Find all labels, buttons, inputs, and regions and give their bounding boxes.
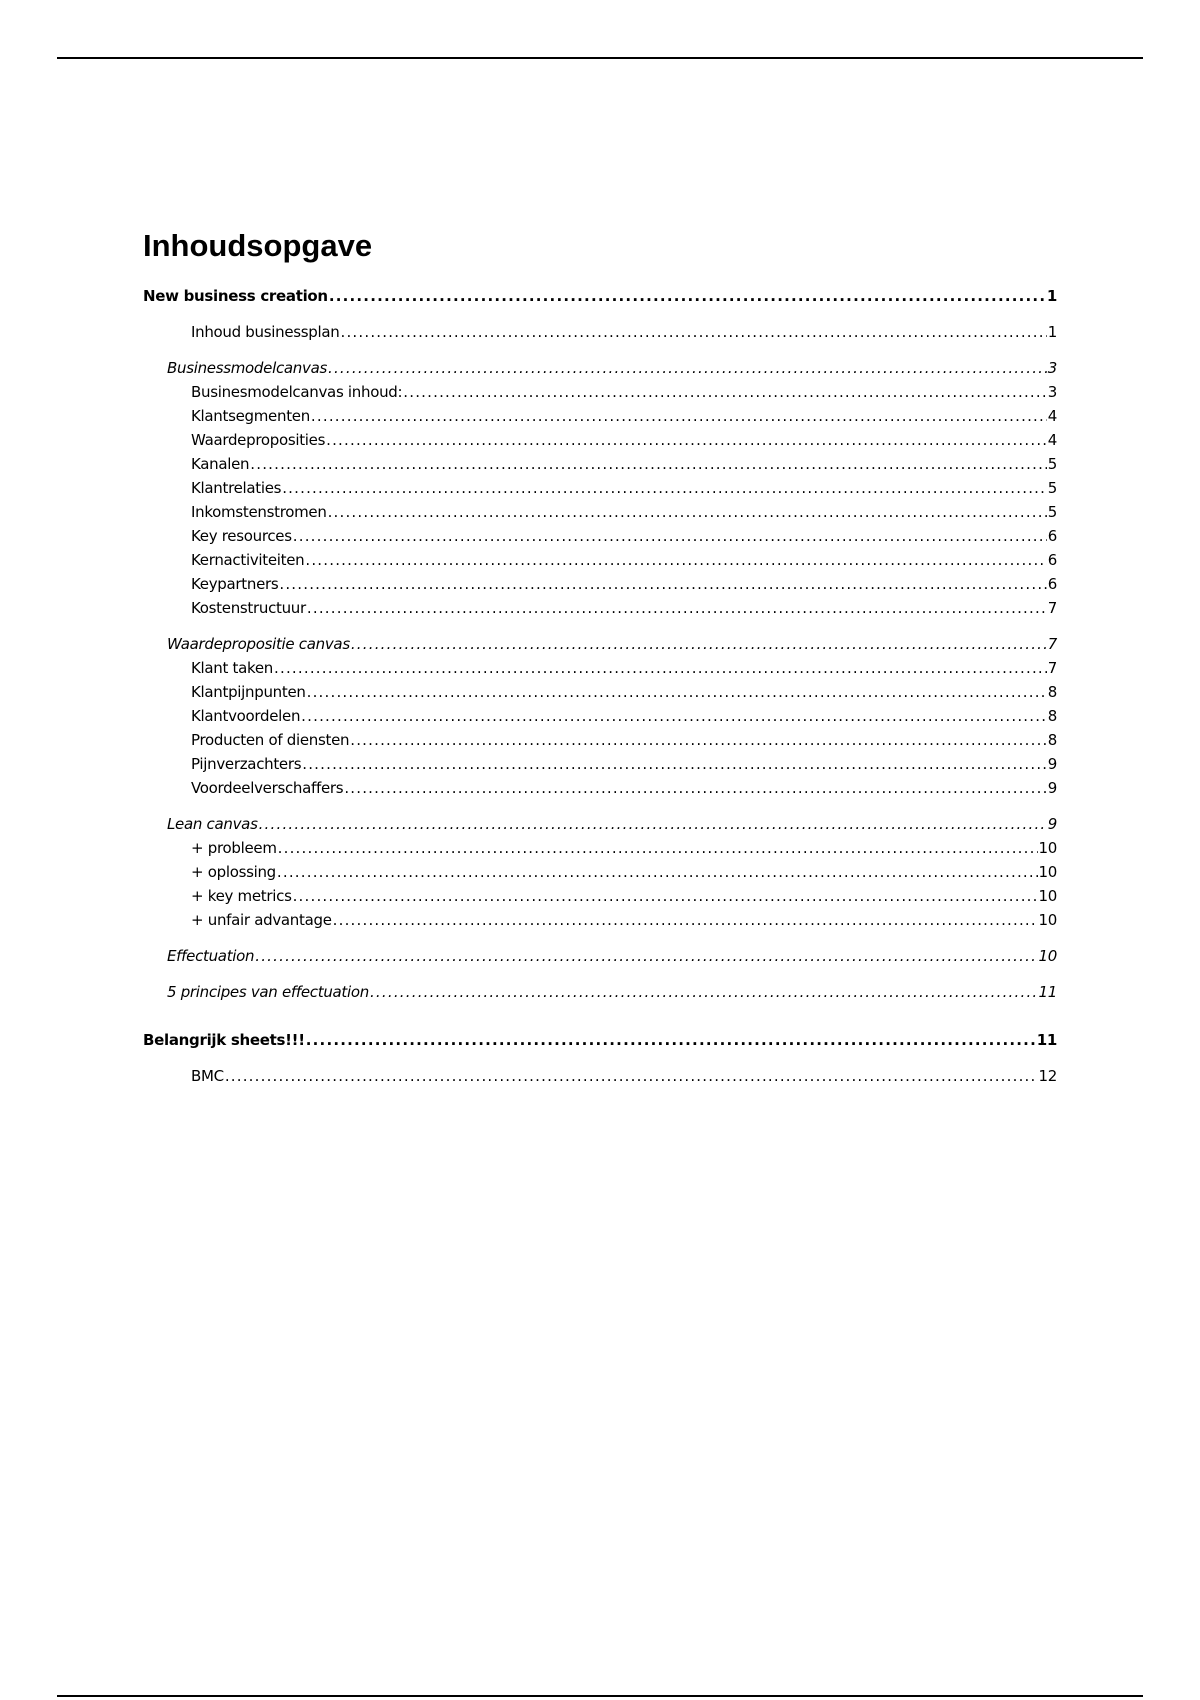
toc-entry-page: 6: [1047, 551, 1057, 569]
toc-leader-dots: [370, 980, 1038, 1004]
toc-entry-probleem[interactable]: [143, 836, 1057, 860]
toc-leader-dots: [274, 656, 1047, 680]
toc-entry-label: Kostenstructuur: [191, 599, 306, 617]
toc-entry-label: Kanalen: [191, 455, 250, 473]
toc-entry-page: 10: [1038, 911, 1057, 929]
toc-entry-label: Klant taken: [191, 659, 274, 677]
toc-leader-dots: [350, 728, 1047, 752]
toc-leader-dots: [250, 452, 1046, 476]
toc-entry-page: 5: [1047, 455, 1057, 473]
toc-entry-label: Key resources: [191, 527, 292, 545]
toc-entry-page: 8: [1047, 731, 1057, 749]
toc-leader-dots: [326, 428, 1047, 452]
toc-leader-dots: [278, 836, 1038, 860]
toc-entry-klantvoordelen[interactable]: [143, 704, 1057, 728]
toc-entry-5-principes-van-effectuation[interactable]: [143, 980, 1057, 1004]
toc-entry-label: + probleem: [191, 839, 277, 857]
toc-entry-page: 10: [1038, 863, 1057, 881]
toc-leader-dots: [282, 476, 1047, 500]
toc-entry-label: + key metrics: [191, 887, 292, 905]
toc-entry-label: Effectuation: [167, 947, 255, 965]
toc-entry-page: 9: [1047, 779, 1057, 797]
toc-entry-inhoud-businessplan[interactable]: [143, 320, 1057, 344]
toc-entry-key-resources[interactable]: [143, 524, 1057, 548]
toc-entry-label: Kernactiviteiten: [191, 551, 305, 569]
toc-entry-page: 1: [1047, 323, 1057, 341]
toc-leader-dots: [277, 860, 1038, 884]
toc-entry-page: 10: [1038, 947, 1057, 965]
toc-leader-dots: [255, 944, 1037, 968]
toc-entry-page: 4: [1047, 407, 1057, 425]
toc-leader-dots: [328, 500, 1047, 524]
toc-entry-label: Klantsegmenten: [191, 407, 310, 425]
toc-entry-new-business-creation[interactable]: [143, 284, 1057, 308]
toc-entry-label: BMC: [191, 1067, 224, 1085]
toc-leader-dots: [306, 1028, 1036, 1052]
toc-entry-page: 5: [1047, 479, 1057, 497]
toc-entry-waardeproposities[interactable]: [143, 428, 1057, 452]
toc-leader-dots: [301, 704, 1047, 728]
toc-leader-dots: [259, 812, 1047, 836]
toc-entry-klant-taken[interactable]: [143, 656, 1057, 680]
toc-leader-dots: [293, 524, 1047, 548]
toc-entry-label: Businesmodelcanvas inhoud:: [191, 383, 403, 401]
toc-entry-page: 4: [1047, 431, 1057, 449]
toc-entry-page: 10: [1038, 839, 1057, 857]
toc-entry-page: 11: [1036, 1031, 1057, 1049]
toc-entry-label: New business creation: [143, 287, 328, 305]
toc-entry-effectuation[interactable]: [143, 944, 1057, 968]
toc-leader-dots: [344, 776, 1046, 800]
toc-leader-dots: [329, 284, 1046, 308]
toc-entry-kernactiviteiten[interactable]: [143, 548, 1057, 572]
toc-entry-kanalen[interactable]: [143, 452, 1057, 476]
toc-entry-label: Lean canvas: [167, 815, 258, 833]
footer-rule: [57, 1695, 1143, 1697]
toc-leader-dots: [279, 572, 1046, 596]
toc-entry-label: Businessmodelcanvas: [167, 359, 327, 377]
toc-entry-label: Klantpijnpunten: [191, 683, 306, 701]
toc-entry-page: 7: [1047, 599, 1057, 617]
toc-entry-page: 8: [1047, 683, 1057, 701]
toc-entry-page: 5: [1047, 503, 1057, 521]
toc-entry-label: Producten of diensten: [191, 731, 350, 749]
toc-entry-businessmodelcanvas[interactable]: [143, 356, 1057, 380]
toc-entry-page: 3: [1047, 383, 1057, 401]
toc-entry-label: + oplossing: [191, 863, 276, 881]
toc-entry-label: 5 principes van effectuation: [167, 983, 369, 1001]
toc-entry-page: 9: [1047, 815, 1057, 833]
toc-entry-label: Waardeproposities: [191, 431, 326, 449]
toc-entry-page: 8: [1047, 707, 1057, 725]
toc-leader-dots: [293, 884, 1038, 908]
toc-entry-label: Waardepropositie canvas: [167, 635, 350, 653]
toc-leader-dots: [403, 380, 1046, 404]
toc-leader-dots: [328, 356, 1047, 380]
toc-entry-label: Inkomstenstromen: [191, 503, 327, 521]
toc-entry-page: 11: [1038, 983, 1057, 1001]
toc-title: Inhoudsopgave: [143, 228, 373, 263]
toc-entry-page: 9: [1047, 755, 1057, 773]
toc-entry-klantpijnpunten[interactable]: [143, 680, 1057, 704]
toc-entry-page: 3: [1047, 359, 1057, 377]
toc-leader-dots: [307, 680, 1047, 704]
toc-entry-inkomstenstromen[interactable]: [143, 500, 1057, 524]
toc-entry-page: 1: [1046, 287, 1057, 305]
header-rule: [57, 57, 1143, 59]
toc-entry-label: Belangrijk sheets!!!: [143, 1031, 305, 1049]
toc-entry-klantrelaties[interactable]: [143, 476, 1057, 500]
toc-entry-page: 7: [1047, 635, 1057, 653]
toc-entry-klantsegmenten[interactable]: [143, 404, 1057, 428]
toc-entry-label: Voordeelverschaffers: [191, 779, 344, 797]
toc-entry-page: 6: [1047, 575, 1057, 593]
toc-entry-keypartners[interactable]: [143, 572, 1057, 596]
toc-leader-dots: [225, 1064, 1038, 1088]
toc-entry-producten-of-diensten[interactable]: [143, 728, 1057, 752]
toc-entry-belangrijk-sheets[interactable]: [143, 1028, 1057, 1052]
toc-entry-waardepropositie-canvas[interactable]: [143, 632, 1057, 656]
toc-entry-oplossing[interactable]: [143, 860, 1057, 884]
toc-leader-dots: [333, 908, 1038, 932]
toc-leader-dots: [302, 752, 1047, 776]
toc-leader-dots: [305, 548, 1046, 572]
toc-entry-label: Klantrelaties: [191, 479, 282, 497]
toc-entry-label: Klantvoordelen: [191, 707, 301, 725]
toc-entry-businesmodelcanvas-inhoud[interactable]: [143, 380, 1057, 404]
toc-entry-kostenstructuur[interactable]: [143, 596, 1057, 620]
toc-entry-label: Keypartners: [191, 575, 279, 593]
toc-entry-page: 7: [1047, 659, 1057, 677]
toc-leader-dots: [307, 596, 1047, 620]
toc-entry-page: 10: [1038, 887, 1057, 905]
toc-entry-label: Inhoud businessplan: [191, 323, 340, 341]
toc-entry-unfair-advantage[interactable]: [143, 908, 1057, 932]
toc-leader-dots: [311, 404, 1047, 428]
toc-entry-voordeelverschaffers[interactable]: [143, 776, 1057, 800]
toc-entry-key-metrics[interactable]: [143, 884, 1057, 908]
toc-leader-dots: [340, 320, 1046, 344]
toc-entry-page: 6: [1047, 527, 1057, 545]
toc-entry-lean-canvas[interactable]: [143, 812, 1057, 836]
toc-leader-dots: [351, 632, 1047, 656]
toc-entry-page: 12: [1038, 1067, 1057, 1085]
toc-entry-pijnverzachters[interactable]: [143, 752, 1057, 776]
toc-entry-label: + unfair advantage: [191, 911, 332, 929]
table-of-contents: [143, 228, 1057, 1088]
toc-entry-bmc[interactable]: [143, 1064, 1057, 1088]
toc-entry-label: Pijnverzachters: [191, 755, 302, 773]
